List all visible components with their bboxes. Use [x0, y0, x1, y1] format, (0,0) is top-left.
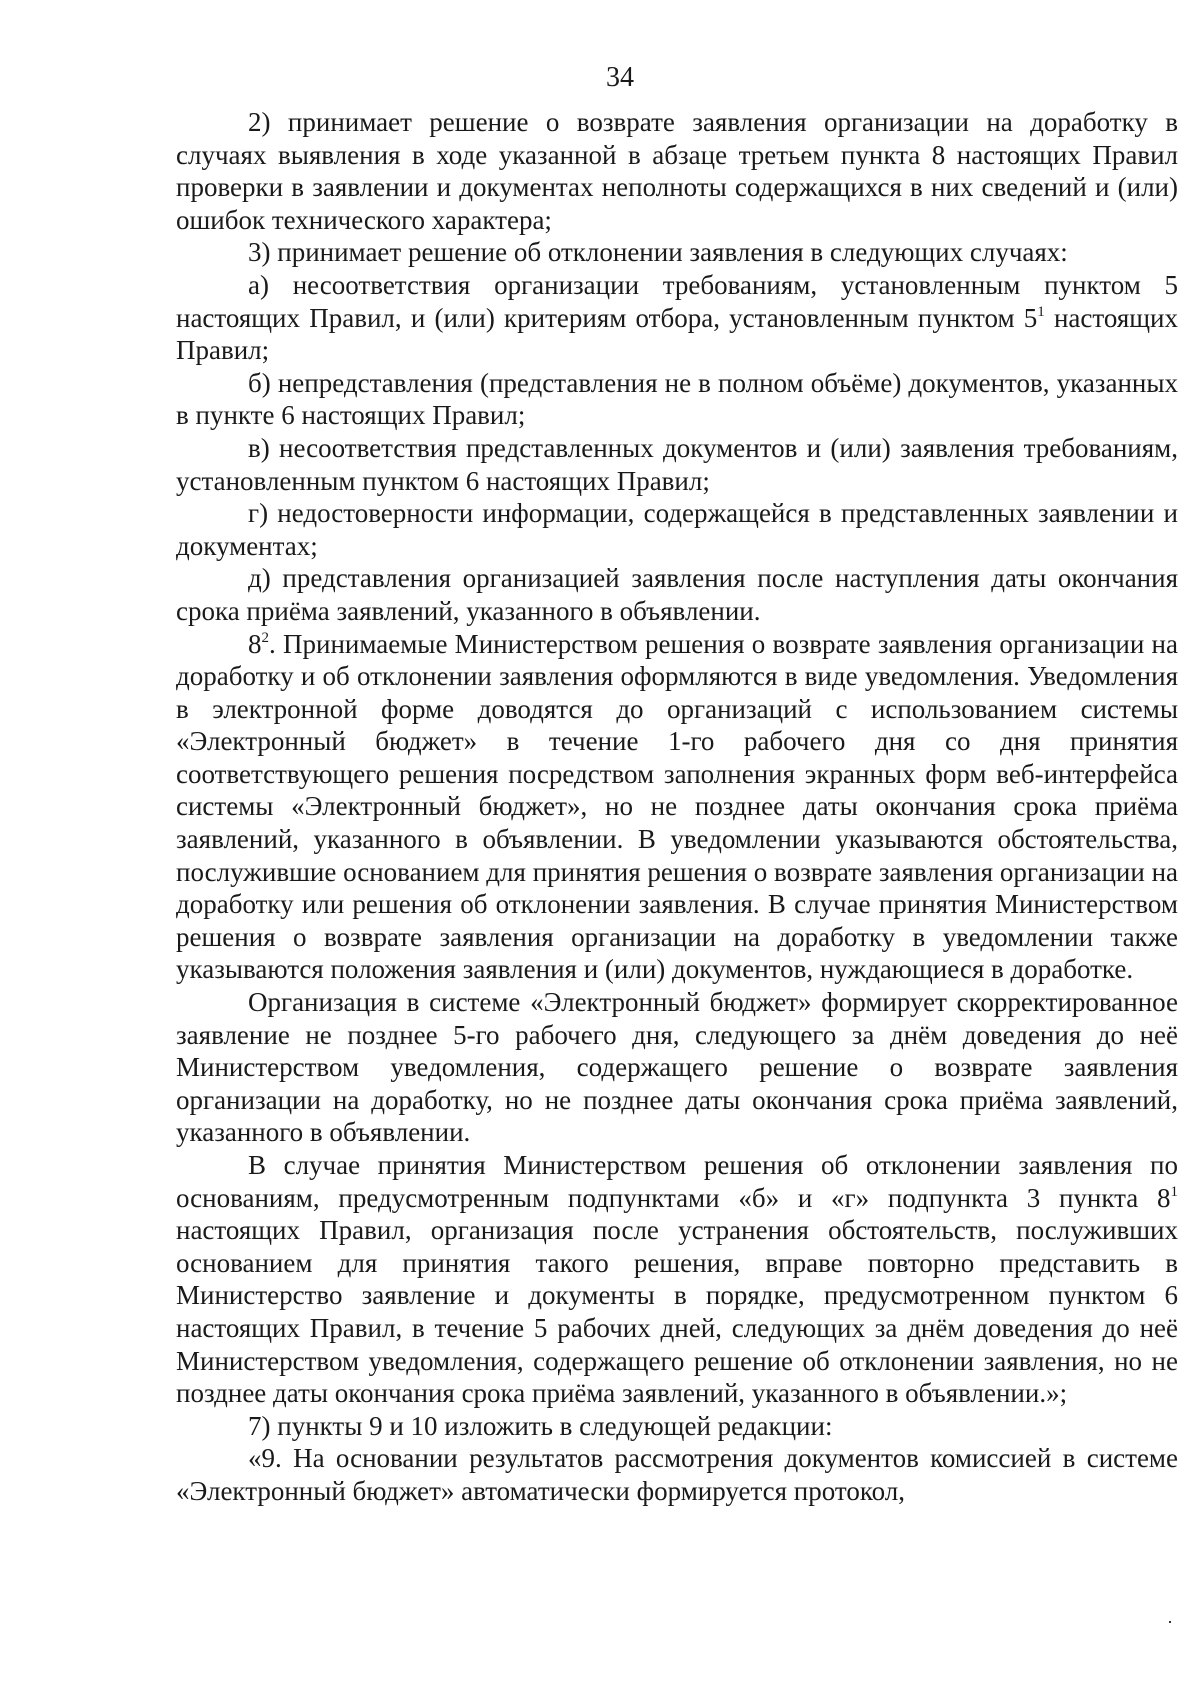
paragraph-item-2: 2) принимает решение о возврате заявления организации на доработку в случаях выявления в ходе указанной в абзаце третьем пункта 8 настоящих Правил проверки в заявлении и документах неполноты содержащихся в них сведений и (или) ошибок технического характера;	[176, 107, 1178, 235]
paragraph-rejection	[176, 1149, 1178, 1410]
superscript: 1	[1170, 1183, 1178, 1200]
paragraph-item-7: 7) пункты 9 и 10 изложить в следующей редакции:	[248, 1410, 833, 1441]
superscript: 2	[261, 629, 269, 646]
paragraph-item-3: 3) принимает решение об отклонении заявления в следующих случаях:	[248, 237, 1068, 268]
page-number: 34	[606, 62, 634, 93]
document-body	[176, 106, 1178, 1508]
paragraph-text: настоящих Правил, организация после устранения обстоятельств, послуживших основанием для принятия такого решения, вправе повторно представить в Министерство заявление и документы в порядке, предусмотренном пунктом 6 настоящих Правил, в течение 5 рабочих дней, следующих за днём доведения до неё Министерством уведомления, содержащего решение об отклонении заявления, но не позднее даты окончания срока приёма заявлений, указанного в объявлении.»;	[176, 1215, 1178, 1409]
paragraph-text: настоящих Правил;	[176, 302, 1178, 366]
paragraph-subitem-v: в) несоответствия представленных документов и (или) заявления требованиям, установленным пунктом 6 настоящих Правил;	[176, 432, 1178, 496]
scan-speck	[1169, 1621, 1171, 1623]
paragraph-subitem-g: г) недостоверности информации, содержащейся в представленных заявлении и документах;	[176, 498, 1178, 561]
paragraph-clause-9: «9. На основании результатов рассмотрения документов комиссией в системе «Электронный бюджет» автоматически формируется протокол,	[176, 1443, 1178, 1506]
paragraph-text: 8	[248, 628, 262, 659]
paragraph-subitem-d: д) представления организацией заявления после наступления даты окончания срока приёма заявлений, указанного в объявлении.	[176, 563, 1178, 626]
superscript: 1	[1037, 303, 1045, 320]
paragraph-subitem-a	[176, 269, 1178, 367]
paragraph-subitem-b: б) непредставления (представления не в полном объёме) документов, указанных в пункте 6 настоящих Правил;	[176, 367, 1178, 431]
paragraph-organization: Организация в системе «Электронный бюджет» формирует скорректированное заявление не позднее 5-го рабочего дня, следующего за днём доведения до неё Министерством уведомления, содержащего решение о возврате заявления организации на доработку, но не позднее даты окончания срока приёма заявлений, указанного в объявлении.	[176, 987, 1178, 1148]
paragraph-text: В случае принятия Министерством решения об отклонении заявления по основаниям, предусмотренным подпунктами «б» и «г» подпункта 3 пункта 8	[176, 1150, 1178, 1213]
paragraph-text: . Принимаемые Министерством решения о возврате заявления организации на доработку и об отклонении заявления оформляются в виде уведомления. Уведомления в электронной форме доводятся до организаций с использованием системы «Электронный бюджет» в течение 1-го рабочего дня со дня принятия соответствующего решения посредством заполнения экранных форм веб-интерфейса системы «Электронный бюджет», но не позднее даты окончания срока приёма заявлений, указанного в объявлении. В уведомлении указываются обстоятельства, послужившие основанием для принятия решения о возврате заявления организации на доработку или решения об отклонении заявления. В случае принятия Министерством решения о возврате заявления организации на доработку в уведомлении также указываются положения заявления и (или) документов, нуждающиеся в доработке.	[176, 628, 1178, 985]
paragraph-text: а) несоответствия организации требованиям, установленным пунктом 5 настоящих Правил, и (или) критериям отбора, установленным пунктом 5	[176, 269, 1178, 333]
paragraph-clause-8-2	[176, 628, 1178, 987]
